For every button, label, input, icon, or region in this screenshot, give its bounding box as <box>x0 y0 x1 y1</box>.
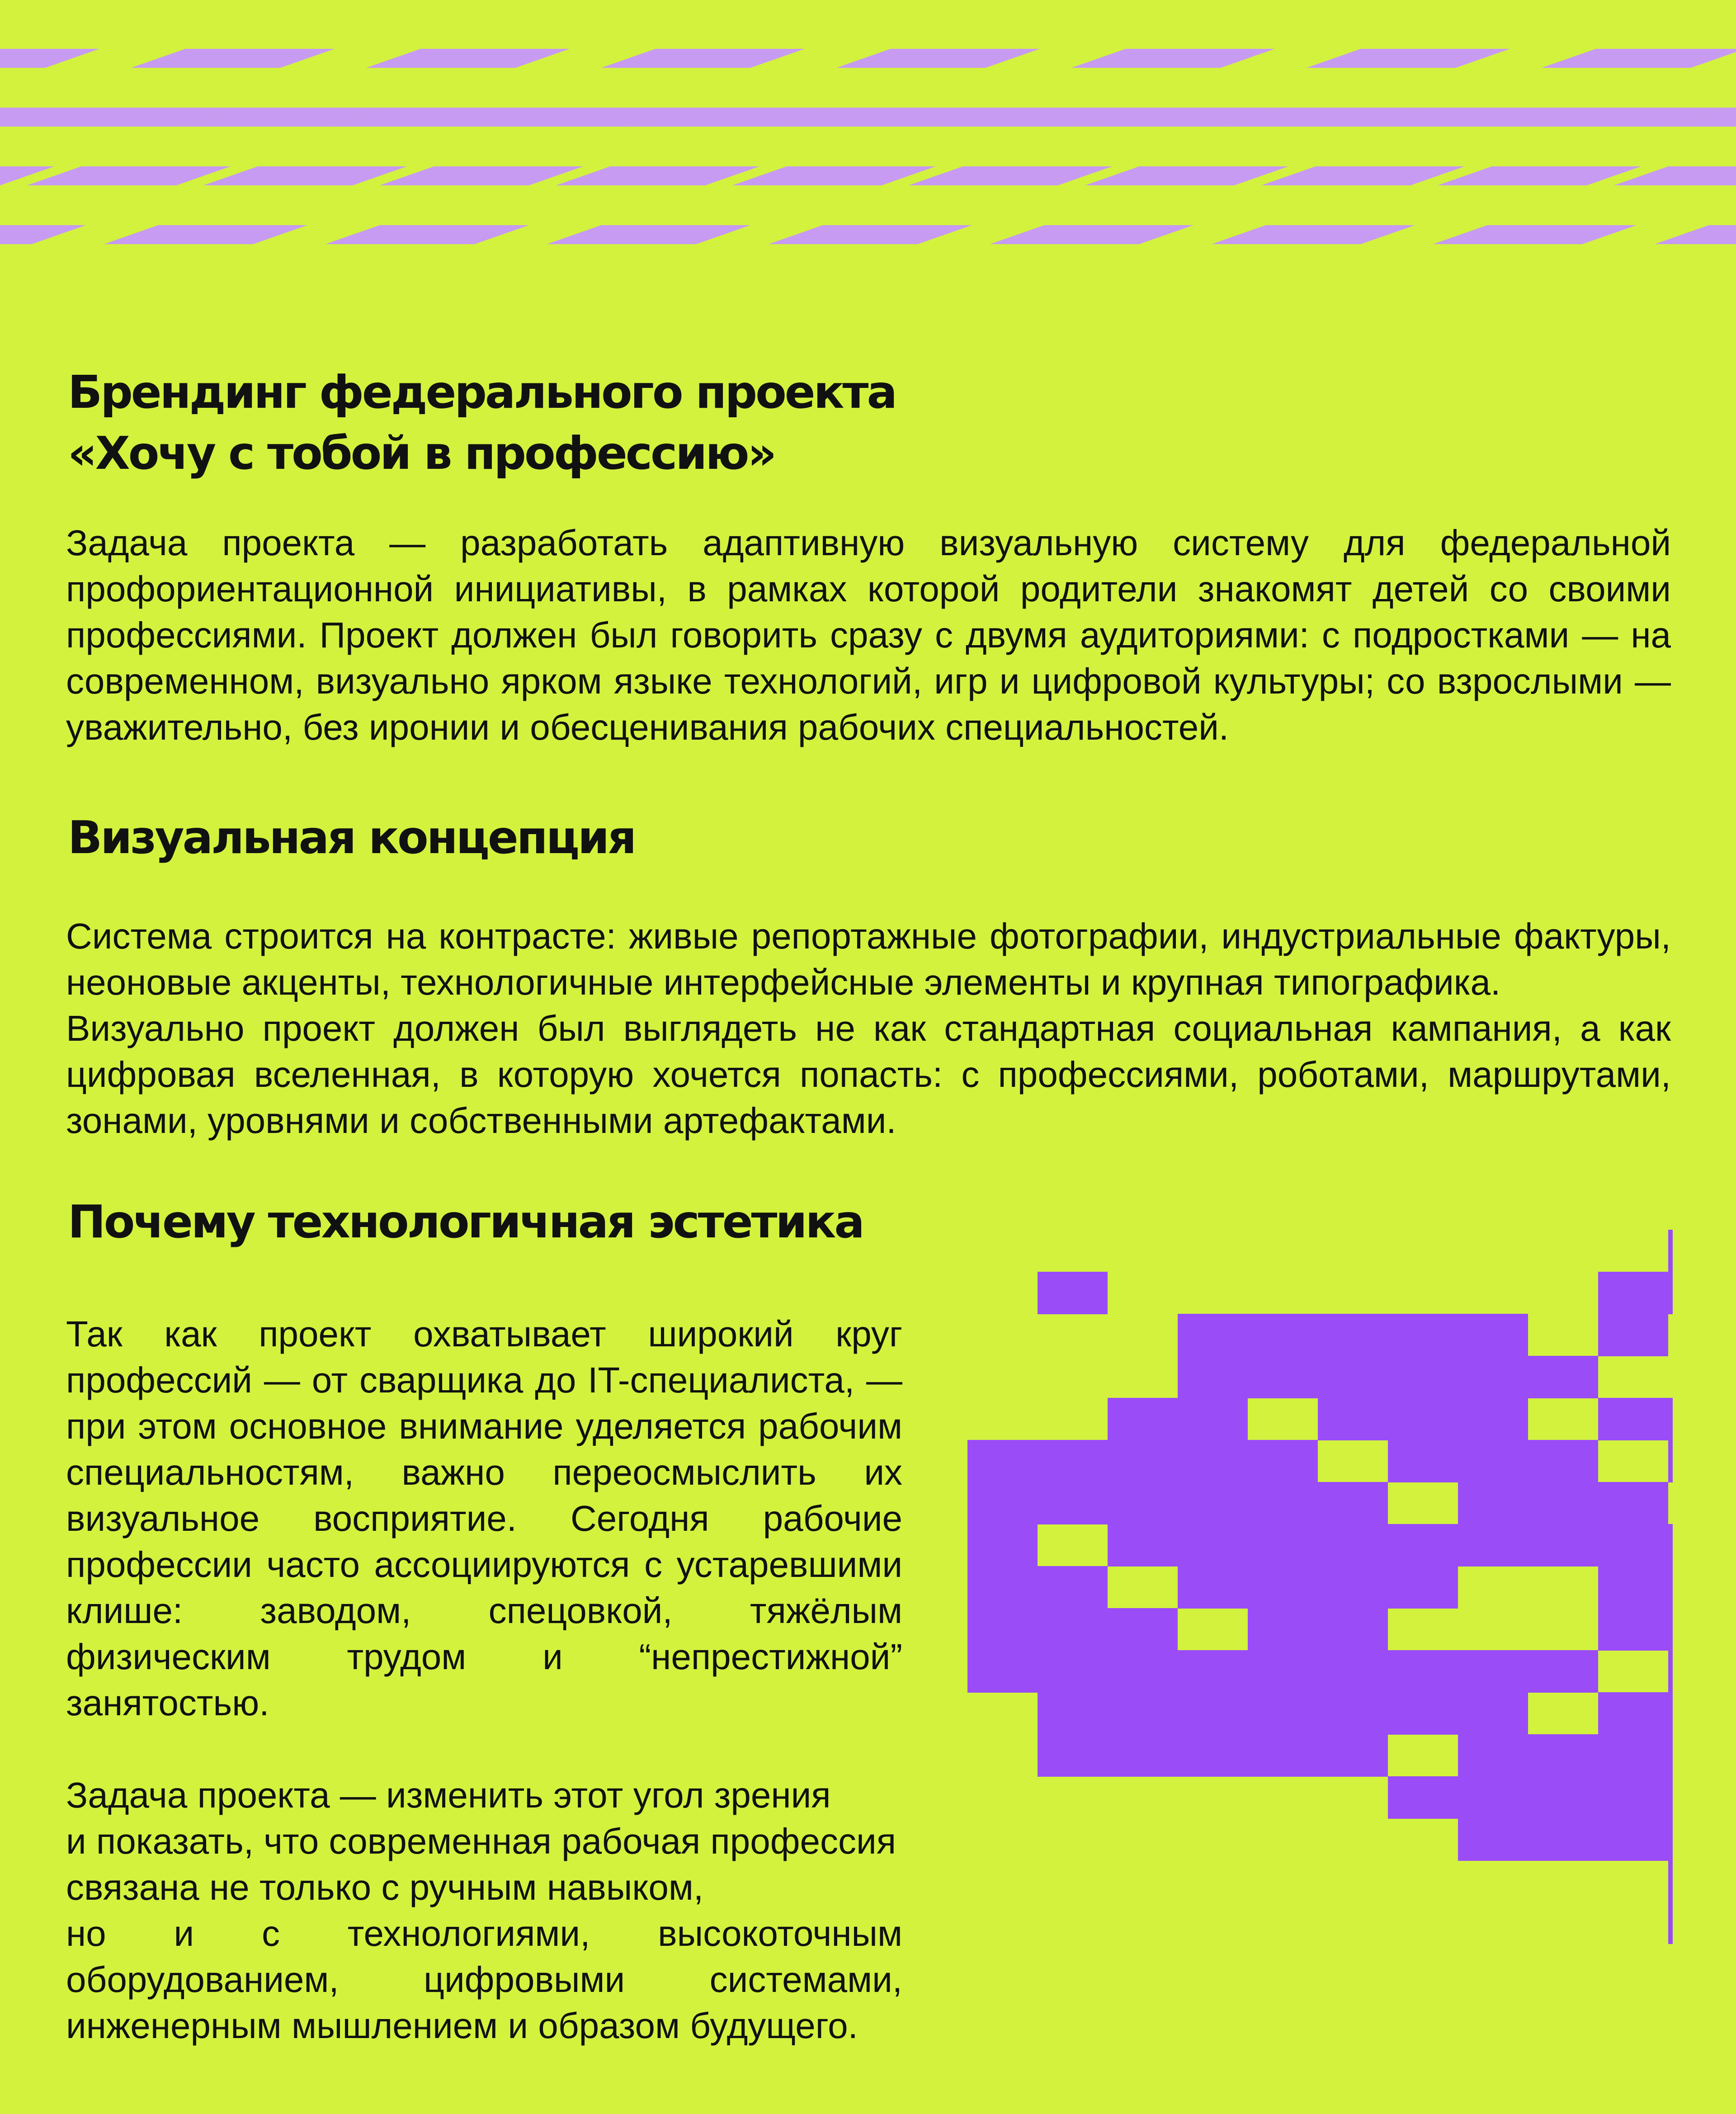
pixel-block <box>1248 1608 1318 1651</box>
tech-text <box>66 1311 902 2049</box>
pixel-block <box>1178 1566 1248 1609</box>
pixel-block <box>1318 1482 1388 1524</box>
pixel-block <box>1178 1734 1248 1777</box>
pixel-block <box>1318 1566 1388 1609</box>
page-title <box>68 362 896 484</box>
pixel-block <box>1388 1398 1458 1440</box>
pixel-block <box>1528 1650 1598 1693</box>
pixel-block <box>1248 1314 1318 1356</box>
pixel-block <box>1318 1734 1388 1777</box>
pixel-block <box>1178 1398 1248 1440</box>
concept-text <box>66 913 1671 1144</box>
diagonal-stripe-pattern <box>0 0 1736 326</box>
pixel-block <box>1668 1734 1673 1777</box>
stripe-segment <box>1071 49 1275 68</box>
pixel-block <box>967 1608 1038 1651</box>
pixel-block <box>1598 1818 1668 1861</box>
pixel-block <box>1248 1566 1318 1609</box>
tech-paragraph-1: Так как проект охватывает широкий круг профессий — от сварщика до IT-специалиста, — при этом основное внимание уделяется рабочим специальностям, важно переосмыслить их визуальное восприятие. Сегодня рабочие профессии часто ассоциируются с устаревшими клише: заводом, спецовкой, тяжёлым физическим трудом и “непрестижной” занятостью. <box>66 1314 902 1723</box>
stripe-segment <box>0 49 99 68</box>
pixel-block <box>1598 1692 1668 1735</box>
stripe-segment <box>1438 166 1641 185</box>
pixel-block <box>1528 1482 1598 1524</box>
stripe-segment <box>601 49 805 68</box>
pixel-block <box>1388 1566 1458 1609</box>
pixel-block <box>1388 1650 1458 1693</box>
stripe-segment <box>990 225 1194 244</box>
pixel-block <box>1598 1314 1668 1356</box>
stripe-segment <box>203 166 407 185</box>
stripe-segment <box>1212 225 1415 244</box>
pixel-block <box>1458 1314 1528 1356</box>
pixel-block <box>1318 1650 1388 1693</box>
concept-heading: Визуальная концепция <box>68 811 635 864</box>
pixel-block <box>1248 1356 1318 1398</box>
pixel-block <box>1038 1482 1108 1524</box>
pixel-block <box>1108 1524 1178 1567</box>
pixel-block <box>967 1440 1038 1482</box>
stripe-segment <box>1433 225 1637 244</box>
pixel-block <box>1318 1524 1388 1567</box>
pixel-block <box>1668 1860 1673 1903</box>
pixel-block <box>1108 1440 1178 1482</box>
pixel-block <box>1528 1734 1598 1777</box>
stripe-segment <box>1655 225 1736 244</box>
tech-paragraph-2-line-2: и показать, что современная рабочая профессия <box>66 1821 896 1861</box>
pixel-block <box>967 1524 1038 1567</box>
concept-paragraph-1: Система строится на контрасте: живые репортажные фотографии, индустриальные фактуры, неоновые акценты, технологичные интерфейсные элементы и крупная типографика. <box>66 916 1671 1002</box>
pixel-block <box>1598 1776 1668 1819</box>
stripe-segment <box>366 49 570 68</box>
pixel-block <box>1458 1734 1528 1777</box>
pixel-block <box>1248 1482 1318 1524</box>
pixel-block <box>1598 1608 1668 1651</box>
pixel-block <box>967 1566 1038 1609</box>
intro-paragraph: Задача проекта — разработать адаптивную визуальную систему для федеральной профориентационной инициативы, в рамках которой родители знакомят детей со своими профессиями. Проект должен был говорить сразу с двумя аудиториями: с подростками — на современном, визуально ярком языке технологий, игр и цифровой культуры; со взрослыми — уважительно, без иронии и обесценивания рабочих специальностей. <box>66 523 1671 747</box>
title-line-1: Брендинг федерального проекта <box>68 366 896 419</box>
stripe-segment <box>769 225 972 244</box>
stripe-segment <box>1261 166 1465 185</box>
pixel-block <box>1528 1818 1598 1861</box>
pixel-block <box>1668 1650 1673 1693</box>
stripe-segment <box>1085 166 1288 185</box>
pixel-block <box>1388 1314 1458 1356</box>
pixel-block <box>1108 1608 1178 1651</box>
pixel-block <box>1178 1440 1248 1482</box>
pixel-block <box>1108 1734 1178 1777</box>
pixel-block <box>1668 1440 1673 1482</box>
pixel-block <box>1598 1524 1668 1567</box>
pixel-block <box>1248 1524 1318 1567</box>
pixel-block <box>1318 1356 1388 1398</box>
pixel-block <box>1108 1650 1178 1693</box>
pixel-block <box>1038 1608 1108 1651</box>
pixel-block <box>1178 1650 1248 1693</box>
pixel-block <box>1598 1482 1668 1524</box>
stripe-segment <box>104 225 307 244</box>
pixel-block <box>1458 1650 1528 1693</box>
pixel-block <box>1458 1398 1528 1440</box>
pixel-block <box>1108 1692 1178 1735</box>
pixel-block <box>1668 1398 1673 1440</box>
pixel-block <box>1528 1524 1598 1567</box>
pixel-block <box>1458 1356 1528 1398</box>
pixel-art-graphic <box>967 1230 1673 1944</box>
pixel-block <box>1668 1272 1673 1314</box>
stripe-segment <box>836 49 1040 68</box>
tech-paragraph-2-line-3: связана не только с ручным навыком, <box>66 1867 704 1907</box>
stripe-segment <box>326 225 529 244</box>
pixel-block <box>1318 1692 1388 1735</box>
pixel-block <box>1038 1440 1108 1482</box>
pixel-block <box>1668 1818 1673 1861</box>
tech-paragraph-2-rest: но и с технологиями, высокоточным оборудованием, цифровыми системами, инженерным мышлением и образом будущего. <box>66 1913 902 2046</box>
pixel-block <box>1038 1650 1108 1693</box>
pixel-block <box>1458 1818 1528 1861</box>
pixel-block <box>1178 1314 1248 1356</box>
pixel-block <box>1668 1692 1673 1735</box>
pixel-block <box>1248 1650 1318 1693</box>
pixel-block <box>1598 1398 1668 1440</box>
tech-paragraph-2-line-1: Задача проекта — изменить этот угол зрения <box>66 1775 831 1815</box>
pixel-block <box>1038 1272 1108 1314</box>
pixel-block <box>1388 1356 1458 1398</box>
pixel-block <box>1598 1734 1668 1777</box>
pixel-block <box>1598 1272 1668 1314</box>
stripe-segment <box>1307 49 1510 68</box>
pixel-block <box>1248 1734 1318 1777</box>
pixel-block <box>1388 1440 1458 1482</box>
pixel-block <box>1668 1230 1673 1272</box>
pixel-block <box>1458 1524 1528 1567</box>
title-line-2: «Хочу с тобой в профессию» <box>68 427 775 480</box>
pixel-block <box>1458 1776 1528 1819</box>
pixel-block <box>1528 1776 1598 1819</box>
pixel-block <box>1038 1734 1108 1777</box>
pixel-block <box>1458 1440 1528 1482</box>
pixel-block <box>1248 1440 1318 1482</box>
pixel-block <box>967 1482 1038 1524</box>
pixel-block <box>1668 1566 1673 1609</box>
pixel-block <box>1178 1356 1248 1398</box>
stripe-segment <box>380 166 583 185</box>
tech-heading: Почему технологичная эстетика <box>68 1195 863 1248</box>
pixel-block <box>1458 1692 1528 1735</box>
pixel-block <box>1248 1692 1318 1735</box>
pixel-block <box>1318 1314 1388 1356</box>
pixel-block <box>1388 1776 1458 1819</box>
pixel-block <box>1038 1692 1108 1735</box>
pixel-block <box>1108 1398 1178 1440</box>
stripe-segment <box>556 166 760 185</box>
stripe-segment <box>0 225 86 244</box>
pixel-block <box>1178 1692 1248 1735</box>
concept-paragraph-2: Визуально проект должен был выглядеть не как стандартная социальная кампания, а как цифровая вселенная, в которую хочется попасть: с профессиями, роботами, маршрутами, зонами, уровнями и собственными артефактами. <box>66 1008 1671 1141</box>
stripe-segment <box>1542 49 1736 68</box>
stripe-segment <box>732 166 936 185</box>
pixel-block <box>1318 1608 1388 1651</box>
pixel-block <box>1668 1902 1673 1944</box>
pixel-block <box>1668 1776 1673 1819</box>
pixel-block <box>1038 1566 1108 1609</box>
pixel-block <box>1458 1482 1528 1524</box>
pixel-block <box>1388 1524 1458 1567</box>
pixel-block <box>1528 1356 1598 1398</box>
pixel-block <box>1178 1482 1248 1524</box>
pixel-block <box>1528 1440 1598 1482</box>
paragraph-gap <box>66 1726 902 1772</box>
pixel-block <box>1598 1566 1668 1609</box>
pixel-block <box>1388 1692 1458 1735</box>
pixel-block <box>1668 1524 1673 1567</box>
pixel-block <box>1178 1524 1248 1567</box>
stripe-segment <box>27 166 231 185</box>
pixel-block <box>1108 1482 1178 1524</box>
stripe-segment <box>131 49 335 68</box>
pixel-block <box>1668 1608 1673 1651</box>
pixel-block <box>1318 1398 1388 1440</box>
pixel-block <box>967 1650 1038 1693</box>
stripe-segment <box>909 166 1112 185</box>
stripe-segment <box>547 225 750 244</box>
